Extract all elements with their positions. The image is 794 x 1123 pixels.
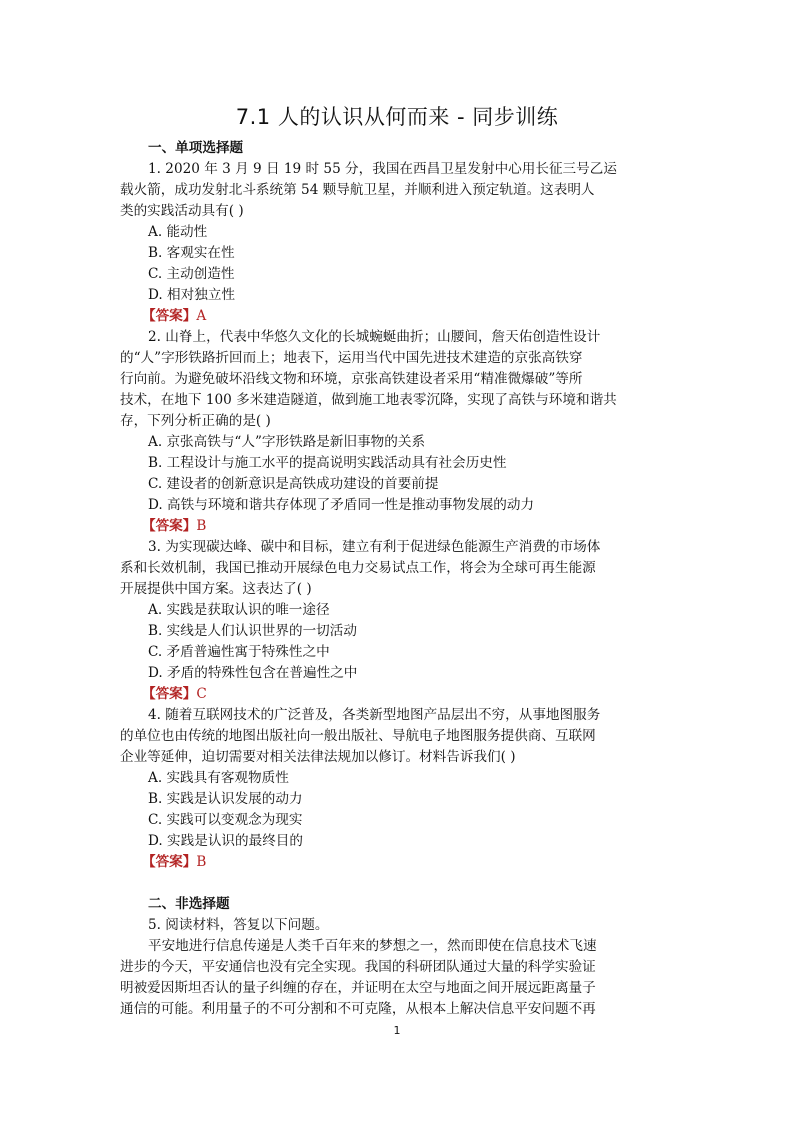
answer-value: B (196, 518, 207, 534)
option-d: D. 矛盾的特殊性包含在普遍性之中 (148, 665, 358, 681)
question-text-line: 行向前。为避免破坏沿线文物和环境，京张高铁建设者采用“精准微爆破”等所 (120, 371, 583, 387)
option-d: D. 相对独立性 (148, 287, 236, 303)
question-text-line: 4. 随着互联网技术的广泛普及，各类新型地图产品层出不穷，从事地图服务 (148, 707, 601, 723)
question-text-line: 类的实践活动具有( ) (120, 203, 244, 219)
answer-line (120, 852, 680, 873)
option-d: D. 高铁与环境和谐共存体现了矛盾同一性是推动事物发展的动力 (148, 497, 535, 513)
question-text-line: 系和长效机制，我国已推动开展绿色电力交易试点工作，将会为全球可再生能源 (120, 560, 596, 576)
section-heading-single-choice: 一、单项选择题 (148, 140, 244, 156)
passage-line: 平安地进行信息传递是人类千百年来的梦想之一，然而即使在信息技术飞速 (148, 938, 597, 954)
option-a: A. 能动性 (148, 224, 208, 240)
question-text-line: 5. 阅读材料，答复以下问题。 (148, 917, 329, 933)
question-text-line: 的单位也由传统的地图出版社向一般出版社、导航电子地图服务提供商、互联网 (120, 728, 596, 744)
option-b: B. 客观实在性 (148, 245, 235, 261)
question-text-line: 开展提供中国方案。这表达了( ) (120, 581, 312, 597)
option-b: B. 实线是人们认识世界的一切活动 (148, 623, 357, 639)
page-title: 7.1 人的认识从何而来 - 同步训练 (235, 105, 559, 129)
passage-line: 进步的今天，平安通信也没有完全实现。我国的科研团队通过大量的科学实验证 (120, 959, 596, 975)
answer-line (120, 306, 680, 327)
option-c: C. 建设者的创新意识是高铁成功建设的首要前提 (148, 476, 439, 492)
option-a: A. 京张高铁与“人”字形铁路是新旧事物的关系 (148, 434, 426, 450)
question-2 (120, 327, 680, 537)
option-c: C. 矛盾普遍性寓于特殊性之中 (148, 644, 330, 660)
question-text-line: 3. 为实现碳达峰、碳中和目标，建立有利于促进绿色能源生产消费的市场体 (148, 539, 601, 555)
option-b: B. 工程设计与施工水平的提高说明实践活动具有社会历史性 (148, 455, 507, 471)
section-heading-non-choice: 二、非选择题 (148, 896, 230, 912)
answer-label: 【答案】 (142, 686, 197, 702)
passage-line: 明被爱因斯坦否认的量子纠缠的存在，并证明在太空与地面之间开展远距离量子 (120, 980, 596, 996)
page-number: 1 (393, 1024, 401, 1037)
question-4 (120, 705, 680, 873)
spacer (120, 873, 680, 894)
answer-line (120, 516, 680, 537)
question-1 (120, 159, 680, 327)
question-text-line: 1. 2020 年 3 月 9 日 19 时 55 分，我国在西昌卫星发射中心用长征三号乙运 (148, 161, 617, 177)
question-text-line: 技术，在地下 100 多米建造隧道，做到施工地表零沉降，实现了高铁与环境和谐共 (120, 392, 617, 408)
answer-value: B (196, 854, 207, 870)
question-5 (120, 915, 680, 1020)
passage-line: 通信的可能。利用量子的不可分割和不可克隆，从根本上解决信息平安问题不再 (120, 1001, 596, 1017)
option-d: D. 实践是认识的最终目的 (148, 833, 303, 849)
answer-label: 【答案】 (142, 854, 197, 870)
answer-label: 【答案】 (142, 308, 197, 324)
question-3 (120, 537, 680, 705)
question-text-line: 存，下列分析正确的是( ) (120, 413, 271, 429)
document-body (120, 138, 680, 1020)
answer-line (120, 684, 680, 705)
option-a: A. 实践具有客观物质性 (148, 770, 289, 786)
question-text-line: 企业等延伸，迫切需要对相关法律法规加以修订。材料告诉我们( ) (120, 749, 516, 765)
option-b: B. 实践是认识发展的动力 (148, 791, 303, 807)
question-text-line: 载火箭，成功发射北斗系统第 54 颗导航卫星，并顺利进入预定轨道。这表明人 (120, 182, 595, 198)
answer-value: A (196, 308, 207, 324)
answer-label: 【答案】 (142, 518, 197, 534)
option-c: C. 主动创造性 (148, 266, 235, 282)
option-a: A. 实践是获取认识的唯一途径 (148, 602, 330, 618)
answer-value: C (196, 686, 207, 702)
question-text-line: 2. 山脊上，代表中华悠久文化的长城蜿蜒曲折；山腰间，詹天佑创造性设计 (148, 329, 601, 345)
option-c: C. 实践可以变观念为现实 (148, 812, 303, 828)
question-text-line: 的“人”字形铁路折回而上；地表下，运用当代中国先进技术建造的京张高铁穿 (120, 350, 583, 366)
